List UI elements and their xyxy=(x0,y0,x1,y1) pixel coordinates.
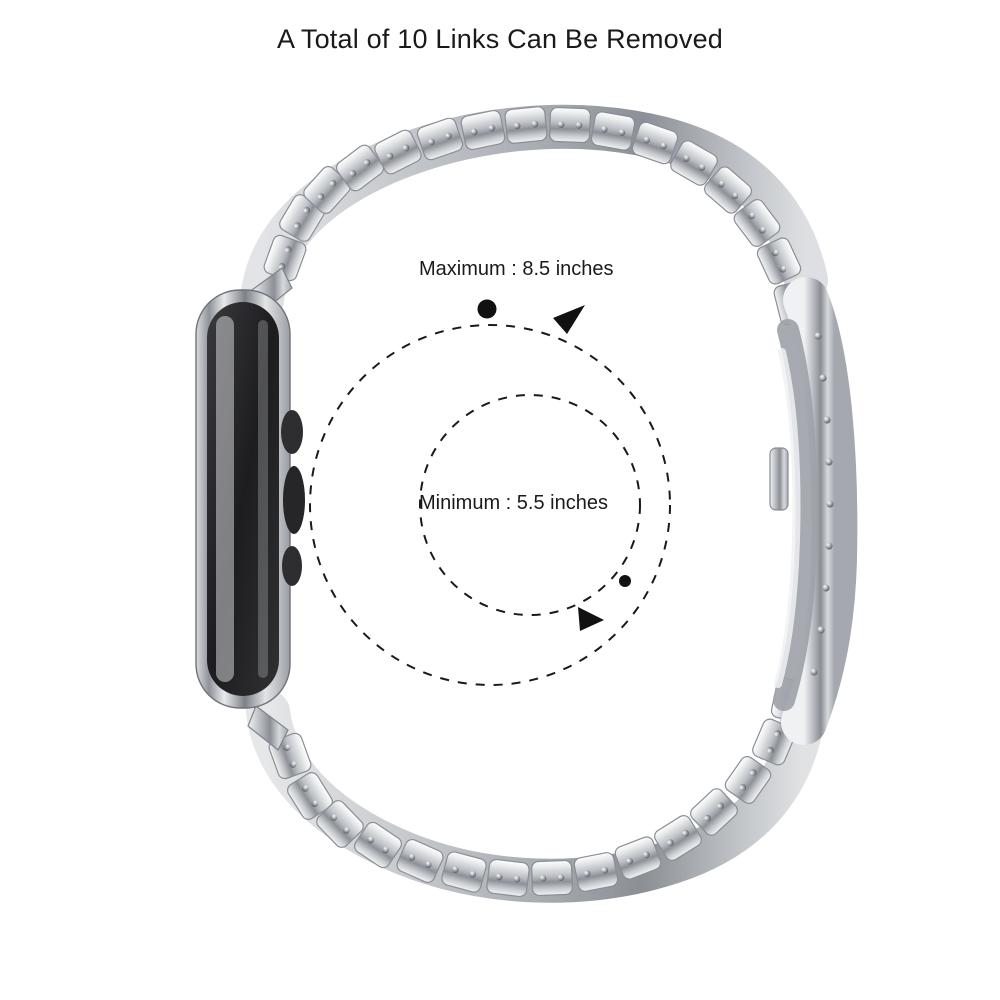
maximum-arrow-head xyxy=(553,305,585,334)
watch-case xyxy=(196,268,305,750)
case-highlight-left xyxy=(216,316,234,682)
lower-links xyxy=(267,677,812,897)
minimum-arrow-head xyxy=(578,607,604,631)
maximum-marker-dot xyxy=(478,300,497,319)
page-title: A Total of 10 Links Can Be Removed xyxy=(276,24,724,54)
upper-links xyxy=(262,106,815,327)
clasp-button xyxy=(770,448,788,510)
case-side-button-mid xyxy=(283,466,305,534)
case-side-button-top xyxy=(281,410,303,454)
case-side-button-bottom xyxy=(282,546,302,586)
band-upper-arc xyxy=(262,106,815,327)
case-highlight-right xyxy=(258,320,268,678)
minimum-marker-dot xyxy=(619,575,631,587)
maximum-size-label: Maximum : 8.5 inches xyxy=(419,258,614,280)
minimum-size-label: Minimum : 5.5 inches xyxy=(419,492,608,514)
band-lower-arc xyxy=(267,677,812,897)
band-clasp xyxy=(770,300,834,722)
